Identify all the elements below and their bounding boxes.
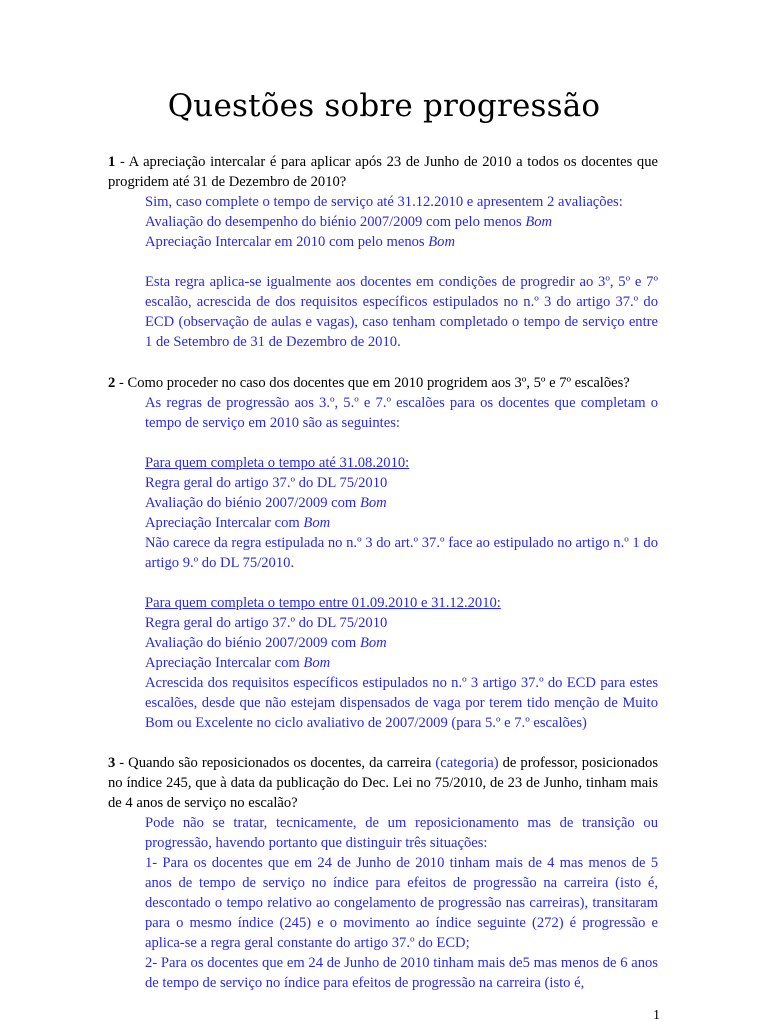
question-number: 3: [108, 755, 116, 771]
answer-line: Regra geral do artigo 37.º do DL 75/2010: [145, 475, 388, 491]
answer-1: [145, 192, 658, 352]
answer-2: [145, 393, 658, 733]
answer-line: Sim, caso complete o tempo de serviço até 31.12.2010 e apresentem 2 avaliações:: [145, 194, 623, 210]
answer-paragraph: Não carece da regra estipulada no n.º 3 do art.º 37.º face ao estipulado no artigo n.º 1 do artigo 9.º do DL 75/2010.: [145, 535, 658, 571]
answer-line: Apreciação Intercalar com Bom: [145, 655, 331, 671]
answer-paragraph: Pode não se tratar, tecnicamente, de um reposicionamento mas de transição ou progressão, havendo portanto que distinguir três situações:: [145, 815, 658, 851]
answer-line: Regra geral do artigo 37.º do DL 75/2010: [145, 615, 388, 631]
question-text: - A apreciação intercalar é para aplicar após 23 de Junho de 2010 a todos os docentes que progridem até 31 de Dezembro de 2010?: [108, 154, 658, 190]
question-3: [108, 753, 658, 813]
question-text: - Quando são reposicionados os docentes, da carreira: [115, 755, 436, 771]
question-text: - Como proceder no caso dos docentes que em 2010 progridem aos 3º, 5º e 7º escalões?: [115, 375, 630, 391]
question-number: 2: [108, 375, 116, 391]
question-2: [108, 373, 658, 393]
page-title: Questões sobre progressão: [167, 88, 601, 124]
answer-line: Apreciação Intercalar em 2010 com pelo menos Bom: [145, 234, 456, 250]
answer-paragraph: Acrescida dos requisitos específicos estipulados no n.º 3 artigo 37.º do ECD para estes escalões, desde que não estejam dispensados de vaga por terem tido menção de Muito Bom ou Excelente no ciclo avaliativo de 2007/2009 (para 5.º e 7.º escalões): [145, 675, 658, 731]
answer-paragraph: Esta regra aplica-se igualmente aos docentes em condições de progredir ao 3º, 5º e 7º escalão, acrescida de dos requisitos específicos estipulados no n.º 3 do artigo 37.º do ECD (observação de aulas e vagas), caso tenham completado o tempo de serviço entre 1 de Setembro de 31 de Dezembro de 2010.: [145, 274, 658, 350]
answer-paragraph: 2- Para os docentes que em 24 de Junho de 2010 tinham mais de5 mas menos de 6 anos de tempo de serviço no índice para efeitos de progressão na carreira (isto é,: [145, 955, 658, 991]
question-1: [108, 152, 658, 192]
question-number: 1: [108, 154, 116, 170]
page-number: 1: [653, 1008, 660, 1023]
answer-line: Avaliação do biénio 2007/2009 com Bom: [145, 635, 387, 651]
section-heading: Para quem completa o tempo entre 01.09.2010 e 31.12.2010:: [145, 595, 501, 611]
answer-3: [145, 813, 658, 993]
answer-paragraph: As regras de progressão aos 3.º, 5.º e 7.º escalões para os docentes que completam o tempo de serviço em 2010 são as seguintes:: [145, 395, 658, 431]
question-text: de professor, posicionados no índice 245, que à data da publicação do Dec. Lei no 75/2010, de 23 de Junho, tinham mais de 4 anos de serviço no escalão?: [108, 755, 658, 811]
section-heading: Para quem completa o tempo até 31.08.2010:: [145, 455, 410, 471]
answer-line: Apreciação Intercalar com Bom: [145, 515, 331, 531]
answer-line: Avaliação do desempenho do biénio 2007/2009 com pelo menos Bom: [145, 214, 553, 230]
answer-line: Avaliação do biénio 2007/2009 com Bom: [145, 495, 387, 511]
answer-paragraph: 1- Para os docentes que em 24 de Junho de 2010 tinham mais de 4 mas menos de 5 anos de tempo de serviço no índice para efeitos de progressão na carreira (isto é, descontado o tempo relativo ao congelamento de progressão nas carreiras), transitaram para o mesmo índice (245) e o movimento ao índice seguinte (272) é progressão e aplica-se a regra geral constante do artigo 37.º do ECD;: [145, 855, 658, 951]
category-note: (categoria): [435, 755, 499, 771]
